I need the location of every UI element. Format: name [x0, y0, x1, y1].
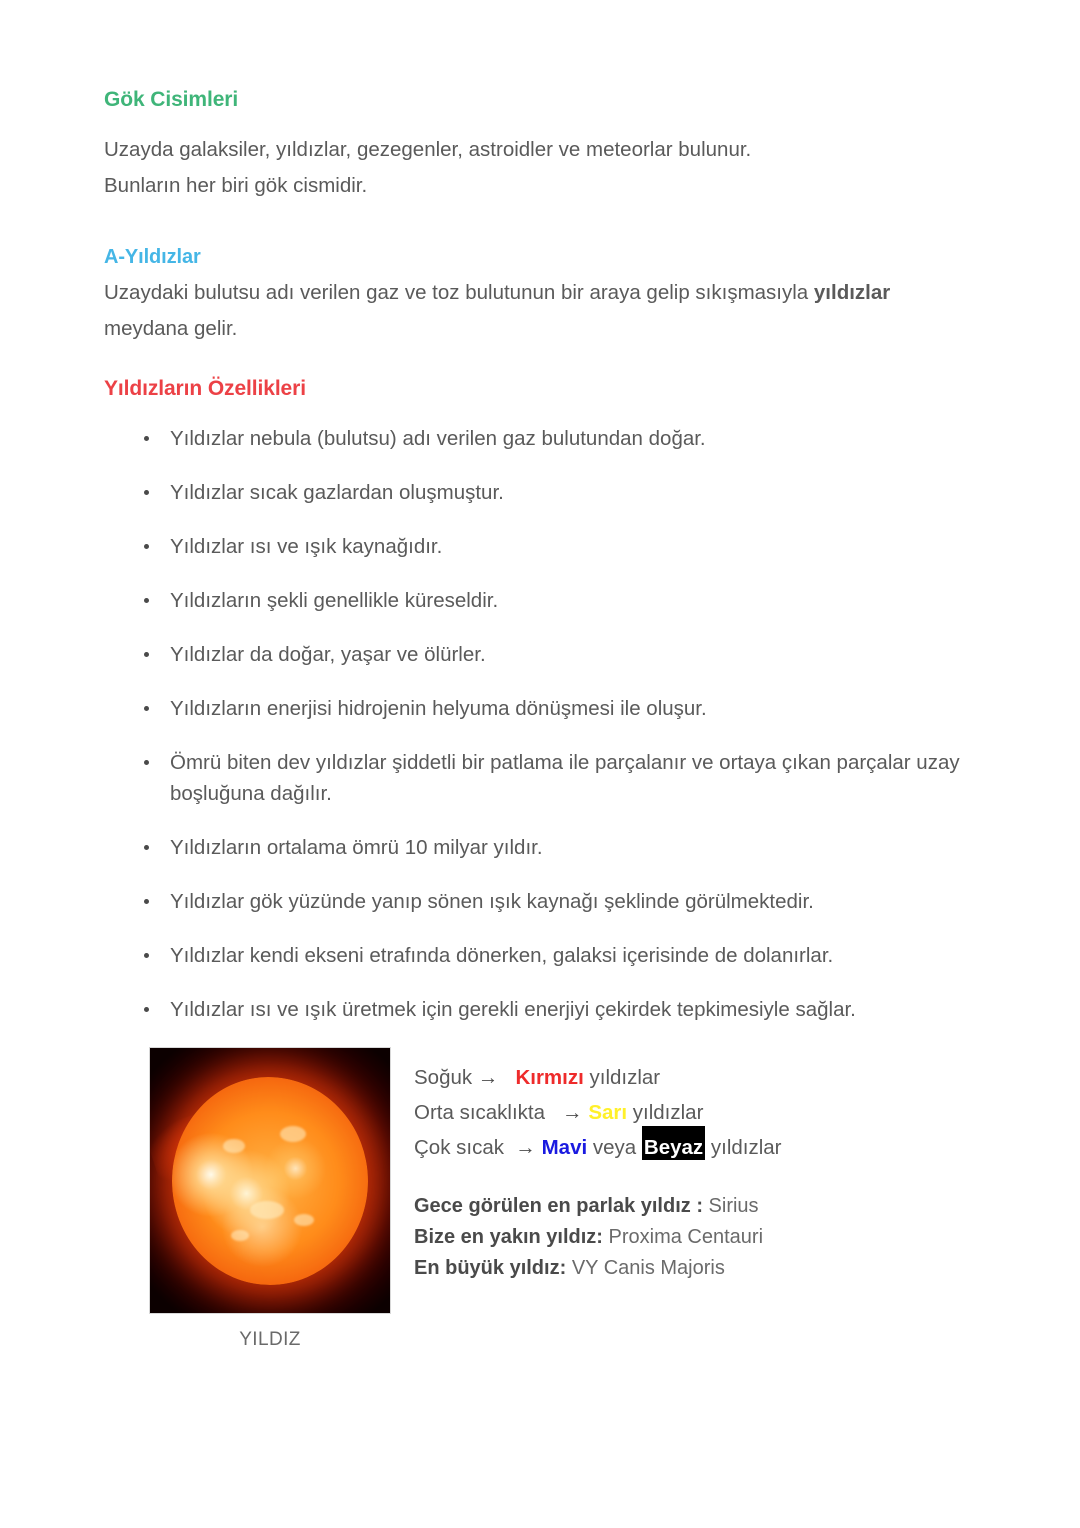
list-item: Yıldızların şekli genellikle küreseldir.: [104, 585, 980, 616]
temperature-color-word-highlighted: Beyaz: [642, 1126, 705, 1160]
paragraph-stars-definition: [104, 275, 980, 347]
section-spacer: [104, 347, 980, 377]
fact-value: Proxima Centauri: [608, 1226, 764, 1248]
temperature-color-word: Mavi: [541, 1136, 588, 1159]
list-item: Ömrü biten dev yıldızlar şiddetli bir patlama ile parçalanır ve ortaya çıkan parçalar uzay boşluğuna dağılır.: [104, 747, 980, 809]
list-item: Yıldızlar nebula (bulutsu) adı verilen gaz bulutundan doğar.: [104, 423, 980, 454]
temperature-condition: Soğuk: [414, 1066, 473, 1089]
list-item: Yıldızlar ısı ve ışık üretmek için gerekli enerjiyi çekirdek tepkimesiyle sağlar.: [104, 994, 980, 1025]
fact-label: En büyük yıldız:: [414, 1257, 567, 1279]
sun-granule: [294, 1214, 314, 1226]
arrow-icon: →: [477, 1066, 499, 1089]
list-item: Yıldızların ortalama ömrü 10 milyar yıldır.: [104, 832, 980, 863]
list-item: Yıldızlar kendi ekseni etrafında dönerken, galaksi içerisinde de dolanırlar.: [104, 940, 980, 971]
fact-value: VY Canis Majoris: [571, 1257, 725, 1279]
fact-label: Bize en yakın yıldız:: [414, 1226, 603, 1248]
temperature-condition: Orta sıcaklıkta: [414, 1101, 546, 1124]
sun-granule: [280, 1126, 306, 1142]
heading-a-yildizlar: A-Yıldızlar: [104, 246, 201, 268]
temperature-row-cold: [414, 1060, 980, 1095]
temperature-color-word: Kırmızı: [515, 1066, 584, 1089]
fact-value: Sirius: [708, 1195, 759, 1217]
figure-block: [150, 1048, 390, 1351]
temperature-condition: Çok sıcak: [414, 1136, 504, 1159]
arrow-icon: →: [562, 1101, 583, 1124]
fact-nearest-star: [414, 1222, 980, 1253]
list-item: Yıldızlar gök yüzünde yanıp sönen ışık kaynağı şeklinde görülmektedir.: [104, 886, 980, 917]
paragraph-stars-part2: meydana gelir.: [104, 317, 238, 340]
star-properties-list: [104, 423, 980, 1025]
paragraph-celestial-line1: Uzayda galaksiler, yıldızlar, gezegenler, astroidler ve meteorlar bulunur.: [104, 138, 752, 161]
section-spacer: [104, 204, 980, 246]
facts-spacer: [414, 1165, 980, 1191]
heading-yildizlarin-ozellikleri: Yıldızların Özellikleri: [104, 377, 306, 400]
temperature-suffix: yıldızlar: [632, 1101, 704, 1124]
temperature-suffix: yıldızlar: [710, 1136, 782, 1159]
sun-granule: [223, 1139, 245, 1153]
temperature-color-word: Sarı: [588, 1101, 628, 1124]
fact-brightest-star: [414, 1191, 980, 1222]
heading-gok-cisimleri: Gök Cisimleri: [104, 88, 239, 111]
list-item: Yıldızlar sıcak gazlardan oluşmuştur.: [104, 477, 980, 508]
arrow-icon: →: [515, 1136, 536, 1159]
paragraph-celestial-line2: Bunların her biri gök cismidir.: [104, 174, 368, 197]
facts-block: [414, 1048, 980, 1284]
fact-label: Gece görülen en parlak yıldız :: [414, 1195, 703, 1217]
figure-caption: YILDIZ: [239, 1329, 301, 1350]
temperature-row-hot: [414, 1130, 980, 1165]
list-item: Yıldızlar da doğar, yaşar ve ölürler.: [104, 639, 980, 670]
temperature-suffix: yıldızlar: [589, 1066, 661, 1089]
figure-and-facts-row: [104, 1048, 980, 1351]
sun-photograph: [150, 1048, 390, 1313]
list-item: Yıldızların enerjisi hidrojenin helyuma dönüşmesi ile oluşur.: [104, 693, 980, 724]
paragraph-stars-bold: yıldızlar: [813, 281, 891, 304]
paragraph-stars-part1: Uzaydaki bulutsu adı verilen gaz ve toz bulutunun bir araya gelip sıkışmasıyla: [104, 281, 814, 304]
temperature-conjunction: veya: [592, 1136, 637, 1159]
list-item: Yıldızlar ısı ve ışık kaynağıdır.: [104, 531, 980, 562]
sun-granule: [250, 1201, 284, 1219]
fact-largest-star: [414, 1253, 980, 1284]
sun-granule: [231, 1230, 249, 1241]
temperature-row-medium: [414, 1095, 980, 1130]
sun-disc: [172, 1077, 368, 1285]
